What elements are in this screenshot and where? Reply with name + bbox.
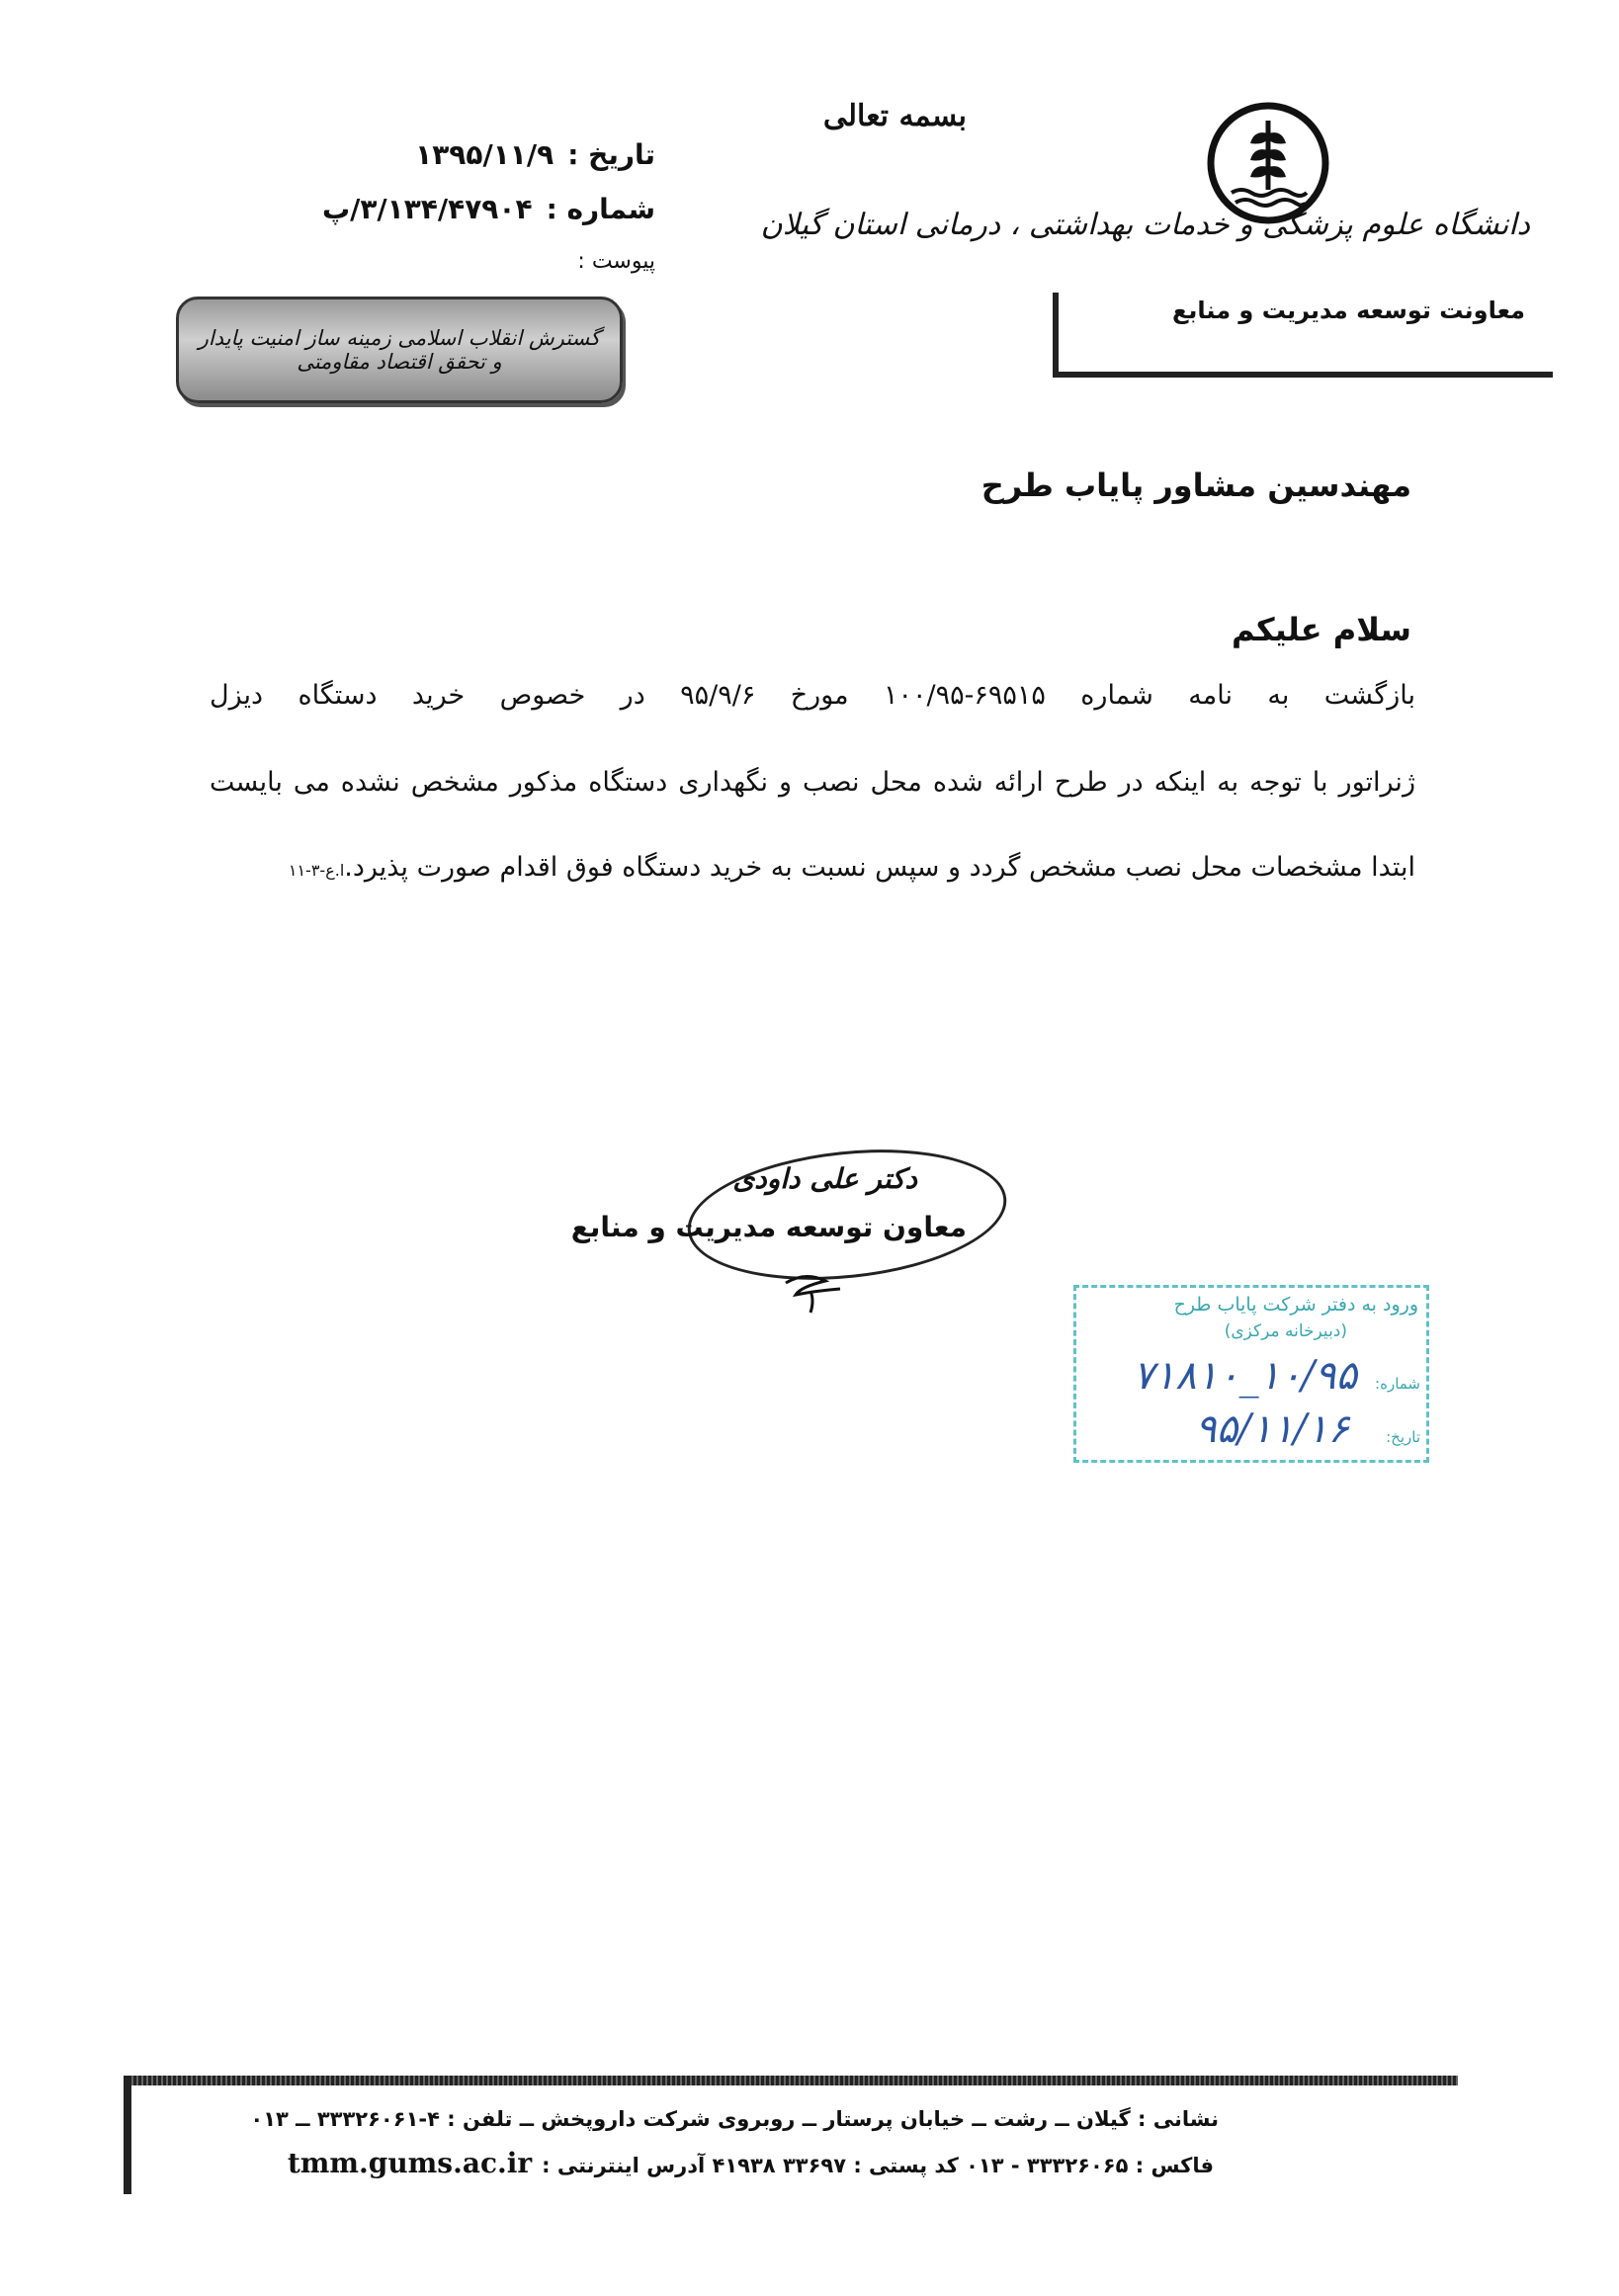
footer-rule-side	[124, 2076, 131, 2194]
stamp-number-label: شماره:	[1375, 1375, 1420, 1393]
body-line-3	[210, 852, 1415, 883]
university-name: دانشگاه علوم پزشکی و خدمات بهداشتی ، درمانی استان گیلان	[760, 208, 1530, 242]
attachment-label: پیوست :	[577, 249, 655, 274]
footer-fax	[288, 2147, 1214, 2179]
date-label: تاریخ :	[567, 138, 655, 171]
signatory-name: دکتر علی داودی	[732, 1162, 917, 1195]
stamp-title: ورود به دفتر شرکت پایاب طرح	[1173, 1294, 1418, 1316]
slogan-banner: گسترش انقلاب اسلامی زمینه ساز امنیت پایدار و تحقق اقتصاد مقاومتی	[176, 297, 623, 403]
signatory-title: معاون توسعه مدیریت و منابع	[570, 1211, 967, 1243]
stamp-subtitle: (دبیرخانه مرکزی)	[1224, 1321, 1347, 1341]
footer-rule	[124, 2076, 1458, 2085]
recipient: مهندسین مشاور پایاب طرح	[980, 467, 1411, 504]
stamp-date-handwritten: ۹۵/۱۱/۱۶	[1195, 1406, 1349, 1452]
stamp-date-label: تاریخ:	[1386, 1428, 1420, 1446]
body-line-2: ژنراتور با توجه به اینکه در طرح ارائه شده محل نصب و نگهداری دستگاه مذکور مشخص نشده می بایست	[210, 767, 1415, 798]
body-line-1: بازگشت به نامه شماره ۶۹۵۱۵-۱۰۰/۹۵ مورخ ۹۵/۹/۶ در خصوص خرید دستگاه دیزل	[210, 680, 1415, 711]
footer-website[interactable]: tmm.gums.ac.ir	[287, 2147, 533, 2179]
stamp-number-handwritten: ۱۰/۹۵_۷۱۸۱۰	[1133, 1353, 1357, 1399]
footer-fax-text: فاکس : ۳۳۳۲۶۰۶۵ - ۰۱۳ کد پستی : ۳۳۶۹۷ ۴۱۹۳۸ آدرس اینترنتی :	[542, 2154, 1214, 2177]
signature-scribble-icon	[781, 1263, 850, 1315]
basmala: بسمه تعالی	[822, 99, 967, 133]
reference-code: ا.ع-۳-۱۱	[288, 861, 345, 880]
letter-attachment	[577, 249, 655, 274]
number-value: ۳/۱۳۴/۴۷۹۰۴/پ	[321, 193, 533, 225]
date-value: ۱۳۹۵/۱۱/۹	[415, 138, 554, 171]
receipt-stamp	[1073, 1285, 1429, 1463]
letter-date	[415, 138, 655, 171]
number-label: شماره :	[546, 193, 655, 225]
footer-address: نشانی : گیلان ــ رشت ــ خیابان پرستار ــ روبروی شرکت داروپخش ــ تلفن : ۴-۳۳۳۲۶۰۶۱ ــ ۰۱۳	[250, 2107, 1219, 2131]
letter-number	[322, 193, 655, 225]
greeting: سلام علیکم	[1231, 611, 1411, 648]
body-line-3-text: ابتدا مشخصات محل نصب مشخص گردد و سپس نسبت به خرید دستگاه فوق اقدام صورت پذیرد.	[344, 852, 1415, 883]
department-name: معاونت توسعه مدیریت و منابع	[1171, 297, 1525, 324]
